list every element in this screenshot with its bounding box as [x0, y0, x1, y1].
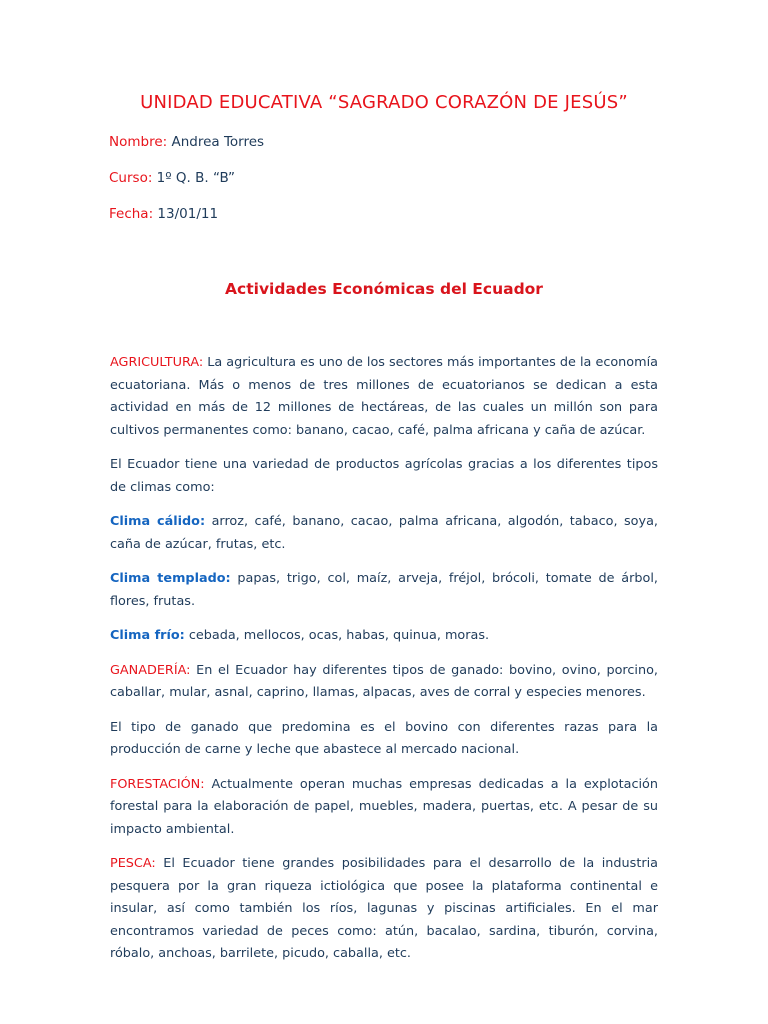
clima-calido-label: Clima cálido: [110, 514, 206, 529]
paragraph-agricultura [110, 352, 658, 442]
section-label-pesca: PESCA: [110, 856, 156, 871]
paragraph-clima-calido [110, 511, 658, 556]
paragraph-text: En el Ecuador hay diferentes tipos de ganado: bovino, ovino, porcino, caballar, mular, asnal, caprino, llamas, alpacas, aves de corral y especies menores. [110, 662, 658, 700]
fecha-value: 13/01/11 [153, 206, 219, 222]
paragraph-clima-frio [110, 625, 658, 648]
paragraph-forestacion [110, 774, 658, 842]
document-body [110, 352, 658, 978]
clima-templado-label: Clima templado: [110, 571, 231, 586]
paragraph-text: El Ecuador tiene una variedad de productos agrícolas gracias a los diferentes tipos de climas como: [110, 457, 658, 495]
fecha-label: Fecha: [109, 206, 154, 222]
nombre-label: Nombre: [109, 134, 168, 150]
paragraph-text: El tipo de ganado que predomina es el bovino con diferentes razas para la producción de carne y leche que abastece al mercado nacional. [110, 719, 658, 757]
paragraph-text: La agricultura es uno de los sectores más importantes de la economía ecuatoriana. Más o menos de tres millones de ecuatorianos se dedican a esta actividad en más de 12 millones de hectáreas, de las cuales un millón son para cultivos permanentes como: banano, cacao, café, palma africana y caña de azúcar. [110, 355, 658, 438]
paragraph-text: Actualmente operan muchas empresas dedicadas a la explotación forestal para la elaboración de papel, muebles, madera, puertas, etc. A pesar de su impacto ambiental. [110, 776, 658, 837]
curso-line [109, 170, 235, 186]
section-label-forestacion: FORESTACIÓN: [110, 776, 205, 792]
school-name: UNIDAD EDUCATIVA “SAGRADO CORAZÓN DE JESÚS” [140, 92, 628, 113]
paragraph-clima-templado [110, 568, 658, 613]
fecha-line [109, 206, 218, 222]
paragraph-text: papas, trigo, col, maíz, arveja, fréjol, brócoli, tomate de árbol, flores, frutas. [110, 571, 658, 609]
paragraph-text: cebada, mellocos, ocas, habas, quinua, moras. [184, 628, 490, 643]
curso-label: Curso: [109, 170, 153, 186]
paragraph-ganaderia [110, 660, 658, 705]
paragraph-text: arroz, café, banano, cacao, palma africana, algodón, tabaco, soya, caña de azúcar, frutas, etc. [110, 514, 658, 552]
nombre-line [109, 134, 264, 150]
section-label-ganaderia: GANADERÍA: [110, 662, 191, 678]
curso-value: 1º Q. B. “B” [152, 170, 236, 186]
paragraph-text: El Ecuador tiene grandes posibilidades para el desarrollo de la industria pesquera por la gran riqueza ictiológica que posee la plataforma continental e insular, así como también los ríos, lagunas y piscinas artificiales. En el mar encontramos variedad de peces como: atún, bacalao, sardina, tiburón, corvina, róbalo, anchoas, barrilete, picudo, caballa, etc. [110, 856, 658, 961]
section-label-agricultura: AGRICULTURA: [110, 355, 204, 370]
paragraph-climas-intro [110, 454, 658, 499]
document-title: Actividades Económicas del Ecuador [225, 280, 543, 298]
nombre-value: Andrea Torres [167, 134, 265, 150]
clima-frio-label: Clima frío: [110, 628, 185, 643]
paragraph-pesca [110, 853, 658, 966]
paragraph-bovino [110, 717, 658, 762]
